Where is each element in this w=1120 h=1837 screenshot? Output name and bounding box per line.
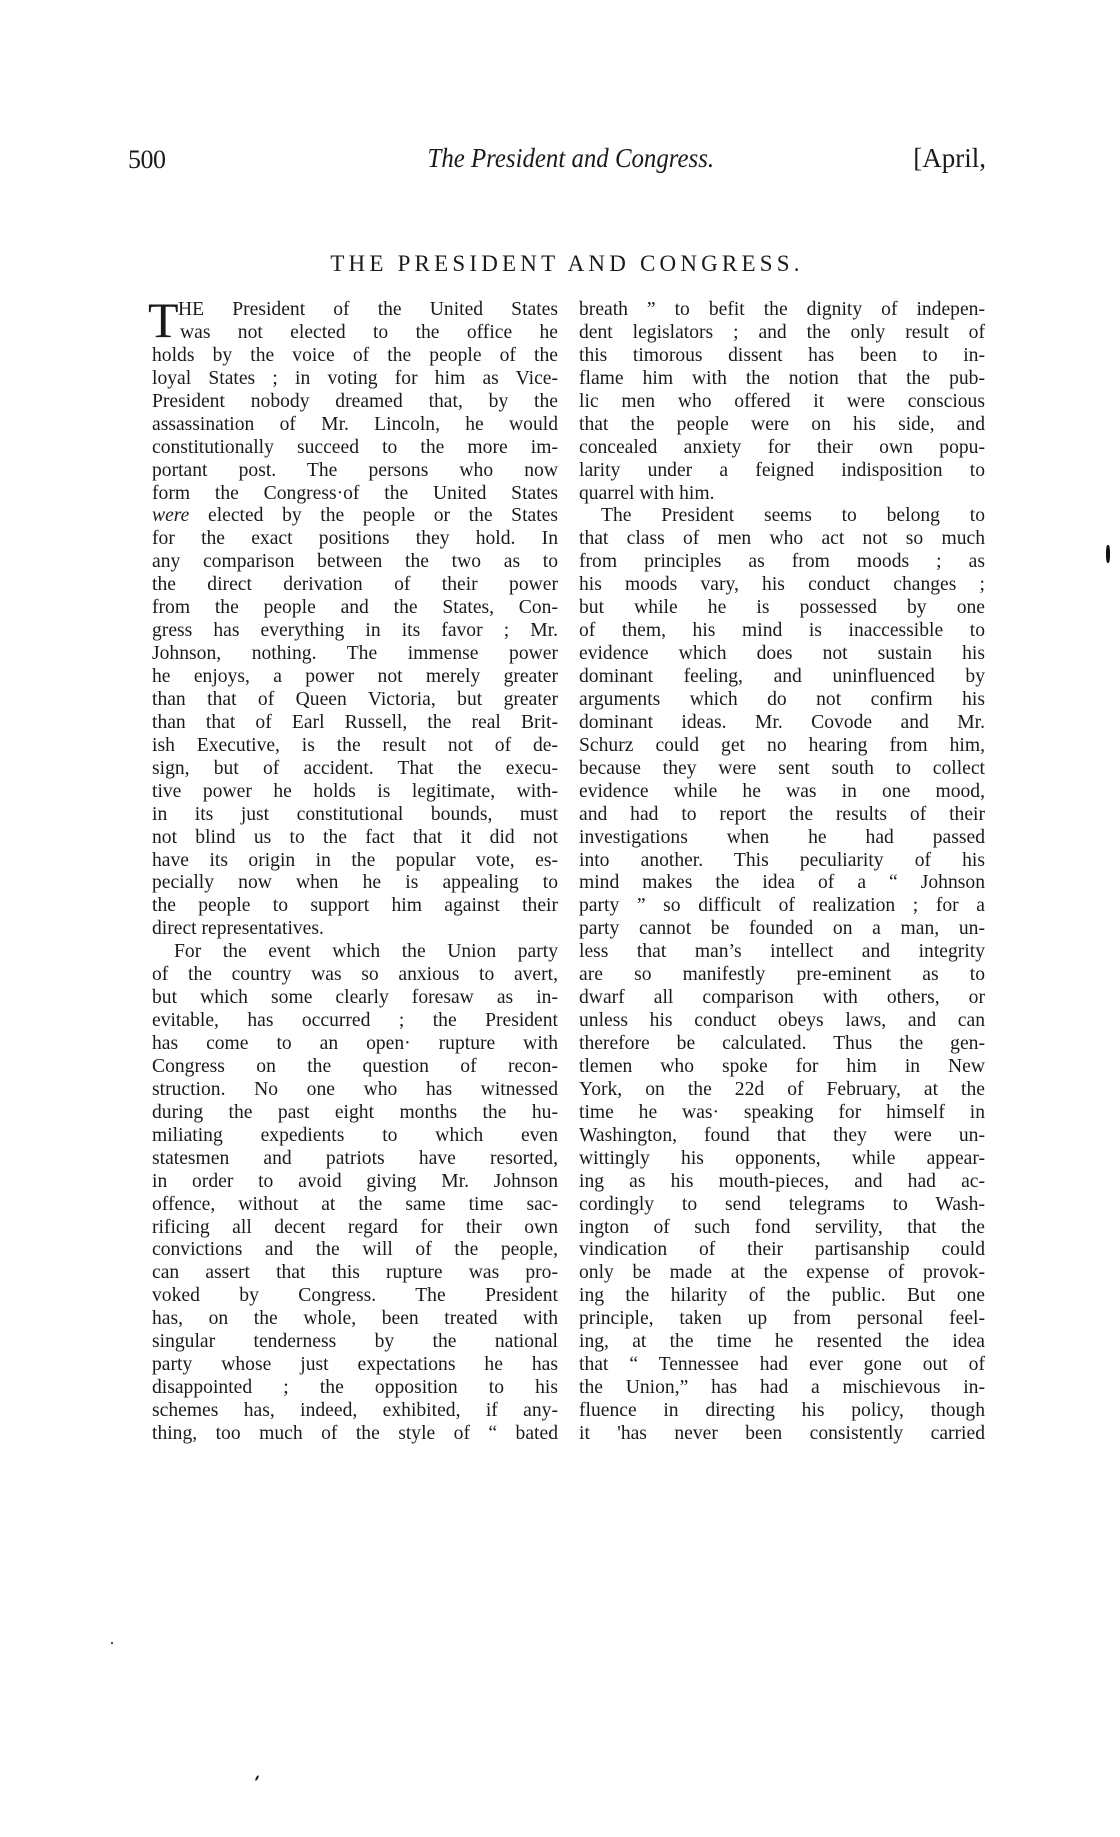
- text-line: assassination of Mr. Lincoln, he would: [152, 413, 558, 435]
- text-line: his moods vary, his conduct changes ;: [579, 574, 985, 596]
- text-line: but while he is possessed by one: [579, 597, 985, 619]
- text-line: into another. This peculiarity of his: [579, 849, 985, 871]
- text-line: the Union,” has had a mischievous in-: [579, 1377, 985, 1399]
- text-line: than that of Earl Russell, the real Brit-: [152, 711, 558, 733]
- text-line: unless his conduct obeys laws, and can: [579, 1010, 985, 1032]
- text-line: singular tenderness by the national: [152, 1331, 558, 1353]
- text-line: breath ” to befit the dignity of indepen-: [579, 299, 985, 320]
- text-line: from principles as from moods ; as: [579, 551, 985, 573]
- text-line: can assert that this rupture was pro-: [152, 1262, 558, 1284]
- right-column: [579, 299, 985, 1446]
- text-line: only be made at the expense of provok-: [579, 1262, 985, 1284]
- text-line: but which some clearly foresaw as in-: [152, 987, 558, 1009]
- text-line: form the Congress·of the United States: [152, 482, 558, 504]
- text-line: Washington, found that they were un-: [579, 1124, 985, 1146]
- text-line: not blind us to the fact that it did not: [152, 826, 558, 848]
- text-line: the people to support him against their: [152, 895, 558, 917]
- text-line: time he was· speaking for himself in: [579, 1101, 985, 1123]
- text-line: loyal States ; in voting for him as Vice-: [152, 367, 558, 389]
- text-line: evitable, has occurred ; the President: [152, 1010, 558, 1032]
- running-title: The President and Congress.: [427, 143, 715, 173]
- text-line: thing, too much of the style of “ bated: [152, 1422, 558, 1444]
- text-line: dent legislators ; and the only result of: [579, 321, 985, 343]
- text-line: from the people and the States, Con-: [152, 597, 558, 619]
- text-line: of the country was so anxious to avert,: [152, 964, 558, 986]
- text-line: that class of men who act not so much: [579, 528, 985, 550]
- scan-speck: [1106, 545, 1110, 563]
- text-line: than that of Queen Victoria, but greater: [152, 688, 558, 710]
- text-line: investigations when he had passed: [579, 826, 985, 848]
- text-line: struction. No one who has witnessed: [152, 1078, 558, 1100]
- text-line: sign, but of accident. That the execu-: [152, 757, 558, 779]
- text-line: portant post. The persons who now: [152, 459, 558, 481]
- text-line: Johnson, nothing. The immense power: [152, 643, 558, 665]
- text-line: holds by the voice of the people of the: [152, 344, 558, 366]
- text-line: this timorous dissent has been to in-: [579, 344, 985, 366]
- text-line: President nobody dreamed that, by the: [152, 390, 558, 412]
- text-line: party whose just expectations he has: [152, 1354, 558, 1376]
- paragraph-start-line: The President seems to belong to: [601, 505, 985, 527]
- text-line: ing as his mouth-pieces, and had ac-: [579, 1170, 985, 1192]
- text-line: in order to avoid giving Mr. Johnson: [152, 1170, 558, 1192]
- text-line: direct representatives.: [152, 918, 324, 940]
- text-line: concealed anxiety for their own popu-: [579, 436, 985, 458]
- text-line: evidence while he was in one mood,: [579, 780, 985, 802]
- scan-speck: [111, 1642, 113, 1644]
- text-line: less that man’s intellect and integrity: [579, 941, 985, 963]
- text-line: ington of such fond servility, that the: [579, 1216, 985, 1238]
- text-line: miliating expedients to which even: [152, 1124, 558, 1146]
- text-line: rificing all decent regard for their own: [152, 1216, 558, 1238]
- text-line: was not elected to the office he: [180, 321, 558, 343]
- text-line: pecially now when he is appealing to: [152, 872, 558, 894]
- text-line: principle, taken up from personal feel-: [579, 1308, 985, 1330]
- text-line: mind makes the idea of a “ Johnson: [579, 872, 985, 894]
- text-line: because they were sent south to collect: [579, 757, 985, 779]
- text-line: party ” so difficult of realization ; for a: [579, 895, 985, 917]
- text-line: ish Executive, is the result not of de-: [152, 734, 558, 756]
- text-line: and had to report the results of their: [579, 803, 985, 825]
- text-line: of them, his mind is inaccessible to: [579, 620, 985, 642]
- drop-cap: T: [148, 292, 179, 348]
- text-line: party cannot be founded on a man, un-: [579, 918, 985, 940]
- text-line: Schurz could get no hearing from him,: [579, 734, 985, 756]
- text-line: convictions and the will of the people,: [152, 1239, 558, 1261]
- text-line: flame him with the notion that the pub-: [579, 367, 985, 389]
- text-line: quarrel with him.: [579, 482, 715, 504]
- left-column: [148, 292, 558, 1446]
- text-line: Congress on the question of recon-: [152, 1055, 558, 1077]
- text-line: ing, at the time he resented the idea: [579, 1331, 985, 1353]
- text-line: has, on the whole, been treated with: [152, 1308, 558, 1330]
- text-line: it 'has never been consistently carried: [579, 1422, 985, 1444]
- text-line: statesmen and patriots have resorted,: [152, 1147, 558, 1169]
- text-line: dominant ideas. Mr. Covode and Mr.: [579, 711, 985, 733]
- text-fragment: elected by the people or the States: [189, 505, 558, 527]
- scan-speck: [255, 1775, 260, 1781]
- text-line: offence, without at the same time sac-: [152, 1193, 558, 1215]
- text-line: he enjoys, a power not merely greater: [152, 666, 558, 687]
- text-line: HE President of the United States: [178, 299, 558, 320]
- text-line: during the past eight months the hu-: [152, 1101, 558, 1123]
- text-line: voked by Congress. The President: [152, 1285, 558, 1307]
- text-line: wittingly his opponents, while appear-: [579, 1147, 985, 1169]
- text-line: have its origin in the popular vote, es-: [152, 849, 558, 871]
- text-line: fluence in directing his policy, though: [579, 1400, 985, 1421]
- text-line: disappointed ; the opposition to his: [152, 1377, 558, 1399]
- text-line: constitutionally succeed to the more im-: [152, 436, 558, 458]
- text-line: York, on the 22d of February, at the: [579, 1078, 985, 1100]
- text-line: therefore be calculated. Thus the gen-: [579, 1033, 985, 1054]
- text-line: dwarf all comparison with others, or: [579, 987, 985, 1009]
- italic-were: were: [152, 505, 190, 527]
- text-line: tlemen who spoke for him in New: [579, 1055, 985, 1077]
- text-line: the direct derivation of their power: [152, 574, 558, 596]
- text-line: dominant feeling, and uninfluenced by: [579, 666, 985, 687]
- text-line: that “ Tennessee had ever gone out of: [579, 1354, 985, 1376]
- text-line: for the exact positions they hold. In: [152, 528, 558, 550]
- text-line: arguments which do not confirm his: [579, 688, 985, 710]
- issue-month: [April,: [913, 143, 986, 173]
- text-line: tive power he holds is legitimate, with-: [152, 780, 558, 802]
- text-line: cordingly to send telegrams to Wash-: [579, 1193, 985, 1215]
- article-title: THE PRESIDENT AND CONGRESS.: [330, 251, 804, 276]
- text-line: has come to an open· rupture with: [152, 1033, 558, 1054]
- text-line: vindication of their partisanship could: [579, 1239, 985, 1261]
- text-line: evidence which does not sustain his: [579, 643, 985, 665]
- text-line: lic men who offered it were conscious: [579, 390, 985, 412]
- text-line: schemes has, indeed, exhibited, if any-: [152, 1400, 558, 1421]
- text-line: ing the hilarity of the public. But one: [579, 1285, 985, 1307]
- text-line: larity under a feigned indisposition to: [579, 459, 985, 481]
- text-line: that the people were on his side, and: [579, 413, 985, 435]
- text-line: gress has everything in its favor ; Mr.: [152, 620, 558, 642]
- running-head: [128, 138, 986, 178]
- text-line: any comparison between the two as to: [152, 551, 558, 573]
- text-line: are so manifestly pre-eminent as to: [579, 964, 985, 986]
- text-line: in its just constitutional bounds, must: [152, 803, 558, 825]
- text-line: [152, 505, 558, 528]
- paragraph-start-line: For the event which the Union party: [174, 941, 558, 963]
- page-number: 500: [128, 145, 166, 174]
